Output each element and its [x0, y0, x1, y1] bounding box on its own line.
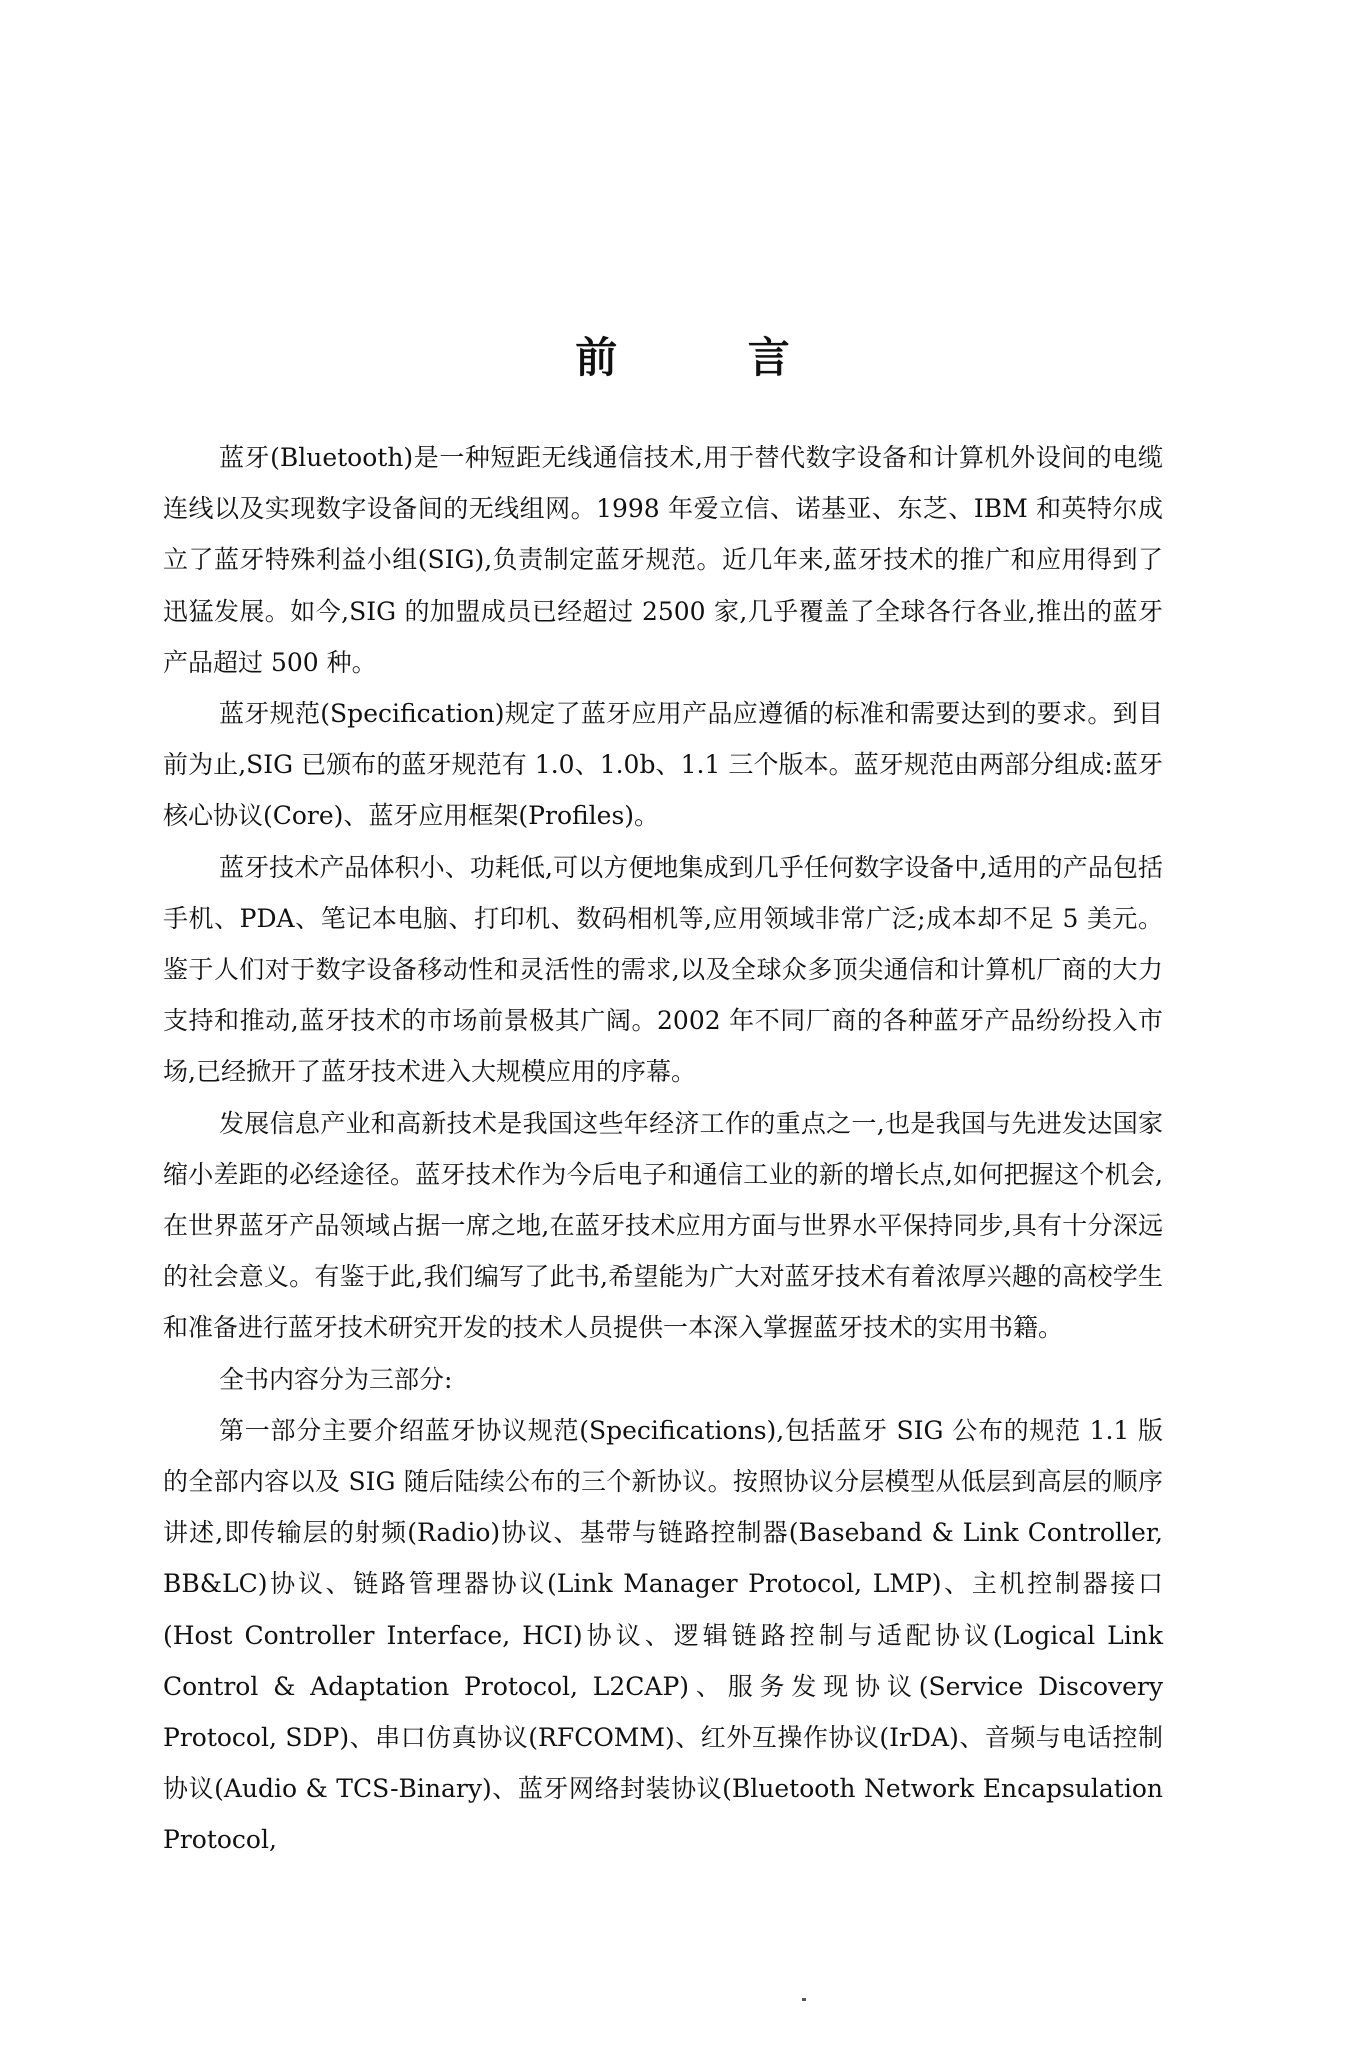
- paragraph: 蓝牙技术产品体积小、功耗低,可以方便地集成到几乎任何数字设备中,适用的产品包括手机、PDA、笔记本电脑、打印机、数码相机等,应用领域非常广泛;成本却不足 5 美元。鉴于人们对于数字设备移动性和灵活性的需求,以及全球众多顶尖通信和计算机厂商的大力支持和推动,蓝牙技术的市场前景极其广阔。2002 年不同厂商的各种蓝牙产品纷纷投入市场,已经掀开了蓝牙技术进入大规模应用的序幕。: [163, 852, 1163, 1087]
- body-text: [163, 432, 1163, 1866]
- paragraph: 第一部分主要介绍蓝牙协议规范(Specifications),包括蓝牙 SIG 公布的规范 1.1 版的全部内容以及 SIG 随后陆续公布的三个新协议。按照协议分层模型从低层到高层的顺序讲述,即传输层的射频(Radio)协议、基带与链路控制器(Baseband & Link Controller, BB&LC)协议、链路管理器协议(Link Manager Protocol, LMP)、主机控制器接口(Host Controller Interface, HCI)协议、逻辑链路控制与适配协议(Logical Link Control & Adaptation Protocol, L2CAP)、服务发现协议(Service Discovery Protocol, SDP)、串口仿真协议(RFCOMM)、红外互操作协议(IrDA)、音频与电话控制协议(Audio & TCS-Binary)、蓝牙网络封装协议(Bluetooth Network Encapsulation Protocol,: [163, 1415, 1163, 1855]
- paragraph: 蓝牙(Bluetooth)是一种短距无线通信技术,用于替代数字设备和计算机外设间的电缆连线以及实现数字设备间的无线组网。1998 年爱立信、诺基亚、东芝、IBM 和英特尔成立了蓝牙特殊利益小组(SIG),负责制定蓝牙规范。近几年来,蓝牙技术的推广和应用得到了迅猛发展。如今,SIG 的加盟成员已经超过 2500 家,几乎覆盖了全球各行各业,推出的蓝牙产品超过 500 种。: [163, 443, 1163, 677]
- page-title: 前 言: [575, 333, 848, 382]
- paragraph: 蓝牙规范(Specification)规定了蓝牙应用产品应遵循的标准和需要达到的要求。到目前为止,SIG 已颁布的蓝牙规范有 1.0、1.0b、1.1 三个版本。蓝牙规范由两部分组成:蓝牙核心协议(Core)、蓝牙应用框架(Profiles)。: [163, 699, 1163, 831]
- paragraph: 发展信息产业和高新技术是我国这些年经济工作的重点之一,也是我国与先进发达国家缩小差距的必经途径。蓝牙技术作为今后电子和通信工业的新的增长点,如何把握这个机会,在世界蓝牙产品领域占据一席之地,在蓝牙技术应用方面与世界水平保持同步,具有十分深远的社会意义。有鉴于此,我们编写了此书,希望能为广大对蓝牙技术有着浓厚兴趣的高校学生和准备进行蓝牙技术研究开发的技术人员提供一本深入掌握蓝牙技术的实用书籍。: [163, 1108, 1163, 1343]
- paragraph: 全书内容分为三部分:: [219, 1364, 453, 1394]
- footer-mark: [802, 1998, 806, 2001]
